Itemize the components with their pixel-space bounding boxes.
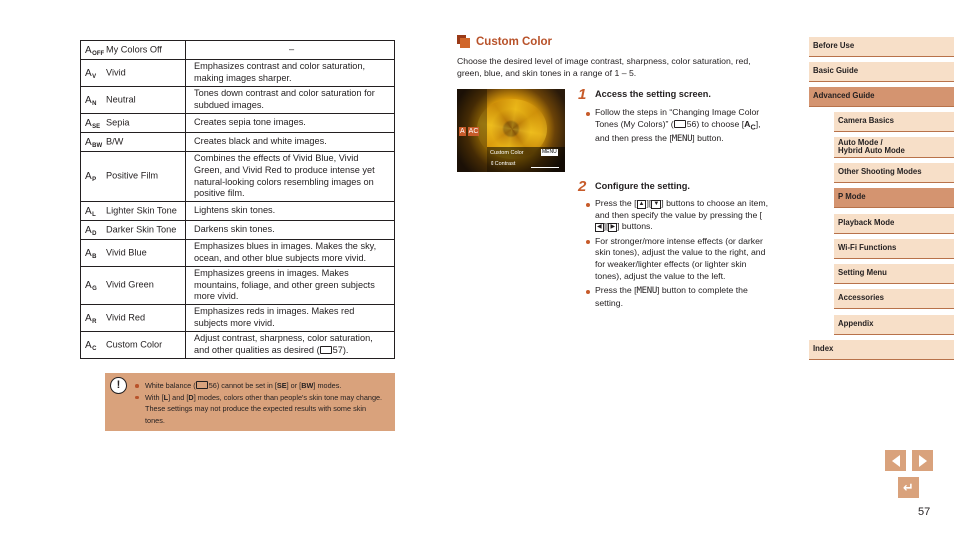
nav-playback-mode[interactable]: Playback Mode: [834, 214, 954, 234]
mode-description: Darkens skin tones.: [186, 221, 395, 240]
page-ref-link[interactable]: 56: [208, 381, 217, 390]
page-ref-link[interactable]: 57: [332, 345, 343, 355]
mode-name: Custom Color: [106, 339, 163, 350]
mode-description: Emphasizes greens in images. Makes mountains, foliage, and other green subjects more vivid.: [186, 267, 395, 305]
mode-name: Sepia: [106, 117, 130, 128]
table-row: [81, 202, 395, 221]
nav-camera-basics[interactable]: Camera Basics: [834, 112, 954, 132]
mode-name: Vivid: [106, 67, 126, 78]
caution-list: [133, 380, 383, 426]
mode-description: Combines the effects of Vivid Blue, Vivid Green, and Vivid Red to produce intense yet natural-looking colors resembling images on positive film.: [186, 152, 395, 202]
lighter-skin-icon: L: [163, 392, 169, 402]
table-row: [81, 60, 395, 87]
nav-setting-menu[interactable]: Setting Menu: [834, 264, 954, 284]
mode-name: Vivid Red: [106, 312, 146, 323]
table-row: [81, 267, 395, 305]
list-item: White balance ( 56) cannot be set in [SE] or [BW] modes.: [133, 380, 383, 392]
mode-description: Adjust contrast, sharpness, color saturation, and other qualities as desired ( 57).: [186, 332, 395, 359]
previous-page-button[interactable]: [885, 450, 906, 471]
mode-name: B/W: [106, 136, 124, 147]
mode-description: Lightens skin tones.: [186, 202, 395, 221]
nav-before-use[interactable]: Before Use: [809, 37, 954, 57]
caution-icon: !: [110, 377, 127, 394]
nav-accessories[interactable]: Accessories: [834, 289, 954, 309]
nav-p-mode[interactable]: P Mode: [834, 188, 954, 208]
nav-advanced-guide[interactable]: Advanced Guide: [809, 87, 954, 107]
mode-name: Vivid Green: [106, 279, 154, 290]
screen-label: Custom Color: [490, 150, 524, 156]
book-icon: [674, 120, 686, 128]
mode-description: Emphasizes reds in images. Makes red subjects more vivid.: [186, 305, 395, 332]
nav-auto-mode[interactable]: Auto Mode / Hybrid Auto Mode: [834, 137, 954, 158]
black-white-icon: BW: [301, 381, 314, 390]
next-page-button[interactable]: [912, 450, 933, 471]
contrast-label: ⇕Contrast: [490, 161, 516, 167]
mode-description: Emphasizes blues in images. Makes the sky, ocean, and other blue subjects more vivid.: [186, 240, 395, 267]
caution-box: [105, 373, 395, 431]
mode-description: Creates black and white images.: [186, 133, 395, 152]
mode-name: My Colors Off: [106, 44, 162, 55]
mode-description: Tones down contrast and color saturation for subdued images.: [186, 87, 395, 114]
menu-button-icon: MENU: [636, 286, 658, 297]
step-number: 1: [578, 86, 587, 103]
darker-skin-icon: D: [188, 392, 194, 402]
vivid-blue-icon: A B: [85, 247, 97, 260]
step-list: [586, 107, 768, 149]
right-arrow-icon: ▶: [610, 224, 616, 231]
menu-chip: MENU: [542, 149, 557, 155]
table-row: [81, 305, 395, 332]
step-list: [586, 198, 769, 312]
page-number: 57: [918, 506, 931, 518]
left-arrow-icon: ◀: [597, 224, 602, 231]
contrast-scale: [531, 165, 559, 168]
color-mode-icon: A: [460, 128, 465, 135]
section-square-icon: [457, 35, 470, 48]
table-row: [81, 87, 395, 114]
mode-description: Emphasizes contrast and color saturation, making images sharper.: [186, 60, 395, 87]
table-row: [81, 240, 395, 267]
mode-name: Positive Film: [106, 170, 159, 181]
table-row: [81, 332, 395, 359]
return-icon: ↵: [903, 480, 914, 495]
list-item: Press the [MENU] button to complete the setting.: [586, 285, 769, 309]
section-heading: [457, 35, 552, 48]
vivid-icon: A V: [85, 67, 97, 80]
lighter-skin-icon: A L: [85, 205, 96, 218]
camera-screen-image: [457, 89, 565, 172]
nav-index[interactable]: Index: [809, 340, 954, 360]
menu-button-icon: MENU: [671, 133, 693, 144]
list-item: For stronger/more intense effects (or darker skin tones), adjust the value to the right, and for weaker/lighter effects (or lighter skin tones), adjust the value to the left.: [586, 236, 769, 282]
table-row: [81, 41, 395, 60]
mode-name: Lighter Skin Tone: [106, 205, 177, 216]
arrow-left-icon: [892, 455, 900, 467]
table-row: [81, 152, 395, 202]
custom-color-icon: AC: [468, 128, 479, 135]
step-title: Configure the setting.: [595, 181, 690, 191]
vivid-green-icon: A G: [85, 280, 97, 293]
section-title: Custom Color: [476, 35, 553, 48]
mode-description: Creates sepia tone images.: [186, 114, 395, 133]
neutral-icon: A N: [85, 94, 97, 107]
arrow-right-icon: [919, 455, 927, 467]
mode-description: –: [186, 41, 395, 60]
nav-basic-guide[interactable]: Basic Guide: [809, 62, 954, 82]
table-row: [81, 221, 395, 240]
section-intro: Choose the desired level of image contrast, sharpness, color saturation, red, green, blue, and skin tones in a range of 1 – 5.: [457, 56, 751, 78]
nav-other-shooting-modes[interactable]: Other Shooting Modes: [834, 163, 954, 183]
black-white-icon: A BW: [85, 136, 103, 149]
up-arrow-icon: ▲: [638, 201, 645, 207]
return-button[interactable]: [898, 477, 919, 498]
list-item: With [L] and [D] modes, colors other than people's skin tone may change. These settings may not produce the expected results with some skin tones.: [133, 392, 383, 427]
page-ref-link[interactable]: 56: [686, 118, 697, 129]
table-row: [81, 133, 395, 152]
list-item: Follow the steps in “Changing Image Color Tones (My Colors)” ( 56) to choose $[A_C]$, and then press the [MENU] button.: [586, 107, 768, 146]
nav-wifi-functions[interactable]: Wi-Fi Functions: [834, 239, 954, 259]
my-colors-table: [80, 40, 395, 359]
book-icon: [320, 346, 332, 354]
sepia-icon: SE: [276, 381, 287, 390]
sepia-icon: A SE: [85, 117, 101, 130]
mode-name: Darker Skin Tone: [106, 224, 177, 235]
darker-skin-icon: A D: [85, 224, 97, 237]
vivid-red-icon: A R: [85, 312, 97, 325]
step-title: Access the setting screen.: [595, 89, 711, 99]
custom-color-icon: $A_C$: [744, 118, 756, 132]
book-icon: [196, 381, 208, 389]
down-arrow-icon: ▼: [653, 201, 660, 207]
step-number: 2: [578, 178, 587, 195]
my-colors-off-icon: A OFF: [85, 44, 105, 57]
list-item: Press the [ ▲ ][ ▼ ] buttons to choose an item, and then specify the value by pressing the [◀ ][ ▶ ] buttons.: [586, 198, 769, 233]
table-row: [81, 114, 395, 133]
mode-name: Neutral: [106, 94, 136, 105]
mode-name: Vivid Blue: [106, 247, 147, 258]
custom-color-icon: A C: [85, 339, 97, 352]
nav-appendix[interactable]: Appendix: [834, 315, 954, 335]
positive-film-icon: A P: [85, 171, 97, 184]
